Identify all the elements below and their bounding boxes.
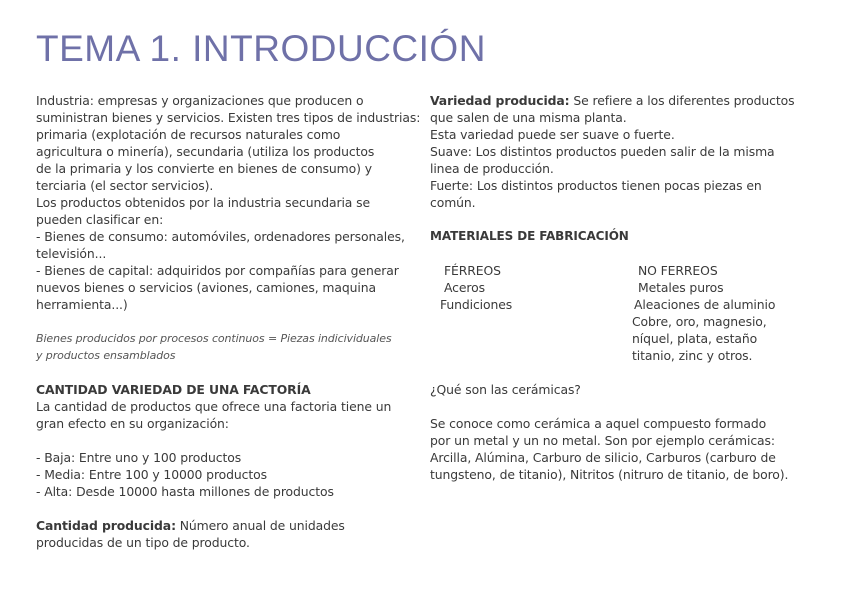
text-line: Fuerte: Los distintos productos tienen pocas piezas en — [430, 178, 762, 193]
text-line: gran efecto en su organización: — [36, 416, 229, 431]
text-line: Arcilla, Alúmina, Carburo de silicio, Carburos (carburo de — [430, 450, 776, 465]
text-line: nuevos bienes o servicios (aviones, camiones, maquina — [36, 280, 377, 295]
text-line: linea de producción. — [430, 161, 554, 176]
no-ferreos-item: Metales puros — [638, 280, 724, 295]
text-line: Esta variedad puede ser suave o fuerte. — [430, 127, 675, 142]
level-item: - Alta: Desde 10000 hasta millones de productos — [36, 484, 334, 499]
text-line: - Bienes de capital: adquiridos por compañías para generar — [36, 263, 399, 278]
italic-note — [36, 330, 420, 364]
text-line: producidas de un tipo de producto. — [36, 535, 250, 550]
text-line: agricultura o minería), secundaria (utiliza los productos — [36, 144, 375, 159]
materiales-heading: MATERIALES DE FABRICACIÓN — [430, 229, 629, 243]
ferreos-list — [440, 262, 512, 313]
ferreos-heading: FÉRREOS — [444, 263, 501, 278]
text-line: que salen de una misma planta. — [430, 110, 627, 125]
text-line: de la primaria y los convierte en bienes de consumo) y — [36, 161, 372, 176]
cantidad-producida — [36, 517, 420, 551]
left-column — [36, 92, 420, 551]
text-line — [430, 92, 810, 109]
text-line: Suave: Los distintos productos pueden salir de la misma — [430, 144, 775, 159]
text-line: por un metal y un no metal. Son por ejemplo cerámicas: — [430, 433, 775, 448]
text-line: suministran bienes y servicios. Existen tres tipos de industrias: — [36, 110, 421, 125]
variedad-label: Variedad producida: — [430, 93, 570, 108]
producida-label: Cantidad producida: — [36, 518, 176, 533]
text-line: Los productos obtenidos por la industria secundaria se — [36, 195, 371, 210]
ceramicas-question: ¿Qué son las cerámicas? — [430, 382, 581, 397]
level-item: - Media: Entre 100 y 10000 productos — [36, 467, 267, 482]
no-ferreos-heading: NO FERREOS — [638, 263, 718, 278]
right-column — [430, 92, 810, 483]
variedad-section — [430, 92, 810, 211]
text-line: televisión... — [36, 246, 107, 261]
no-ferreos-item: Aleaciones de aluminio — [634, 297, 776, 312]
no-ferreos-list — [632, 262, 775, 364]
text-line: terciaria (el sector servicios). — [36, 178, 214, 193]
ceramicas-paragraph — [430, 415, 810, 483]
text-line: Se conoce como cerámica a aquel compuesto formado — [430, 416, 767, 431]
text-line — [36, 517, 420, 534]
text-line: herramienta...) — [36, 297, 128, 312]
text-line: pueden clasificar en: — [36, 212, 164, 227]
text-line: - Bienes de consumo: automóviles, ordenadores personales, — [36, 229, 405, 244]
text-line: primaria (explotación de recursos naturales como — [36, 127, 341, 142]
level-item: - Baja: Entre uno y 100 productos — [36, 450, 242, 465]
ferreos-item: Aceros — [444, 280, 485, 295]
italic-line: Bienes producidos por procesos continuos = Piezas indicividuales — [36, 332, 392, 345]
cantidad-heading: CANTIDAD VARIEDAD DE UNA FACTORÍA — [36, 382, 311, 397]
page-title: TEMA 1. INTRODUCCIÓN — [36, 28, 486, 69]
producida-text: Número anual de unidades — [175, 518, 345, 533]
text-line: común. — [430, 195, 476, 210]
ferreos-item: Fundiciones — [440, 297, 513, 312]
materiales-grid — [430, 262, 810, 364]
italic-line: y productos ensamblados — [36, 349, 176, 362]
intro-paragraph — [36, 92, 420, 313]
no-ferreos-item: Cobre, oro, magnesio, — [632, 314, 767, 329]
text-line: tungsteno, de titanio), Nitritos (nitruro de titanio, de boro). — [430, 467, 789, 482]
no-ferreos-item: titanio, zinc y otros. — [632, 348, 753, 363]
text-line: Industria: empresas y organizaciones que producen o — [36, 93, 364, 108]
no-ferreos-item: níquel, plata, estaño — [632, 331, 758, 346]
text-line: La cantidad de productos que ofrece una factoria tiene un — [36, 399, 392, 414]
variedad-text: Se refiere a los diferentes productos — [569, 93, 795, 108]
cantidad-section — [36, 381, 420, 500]
